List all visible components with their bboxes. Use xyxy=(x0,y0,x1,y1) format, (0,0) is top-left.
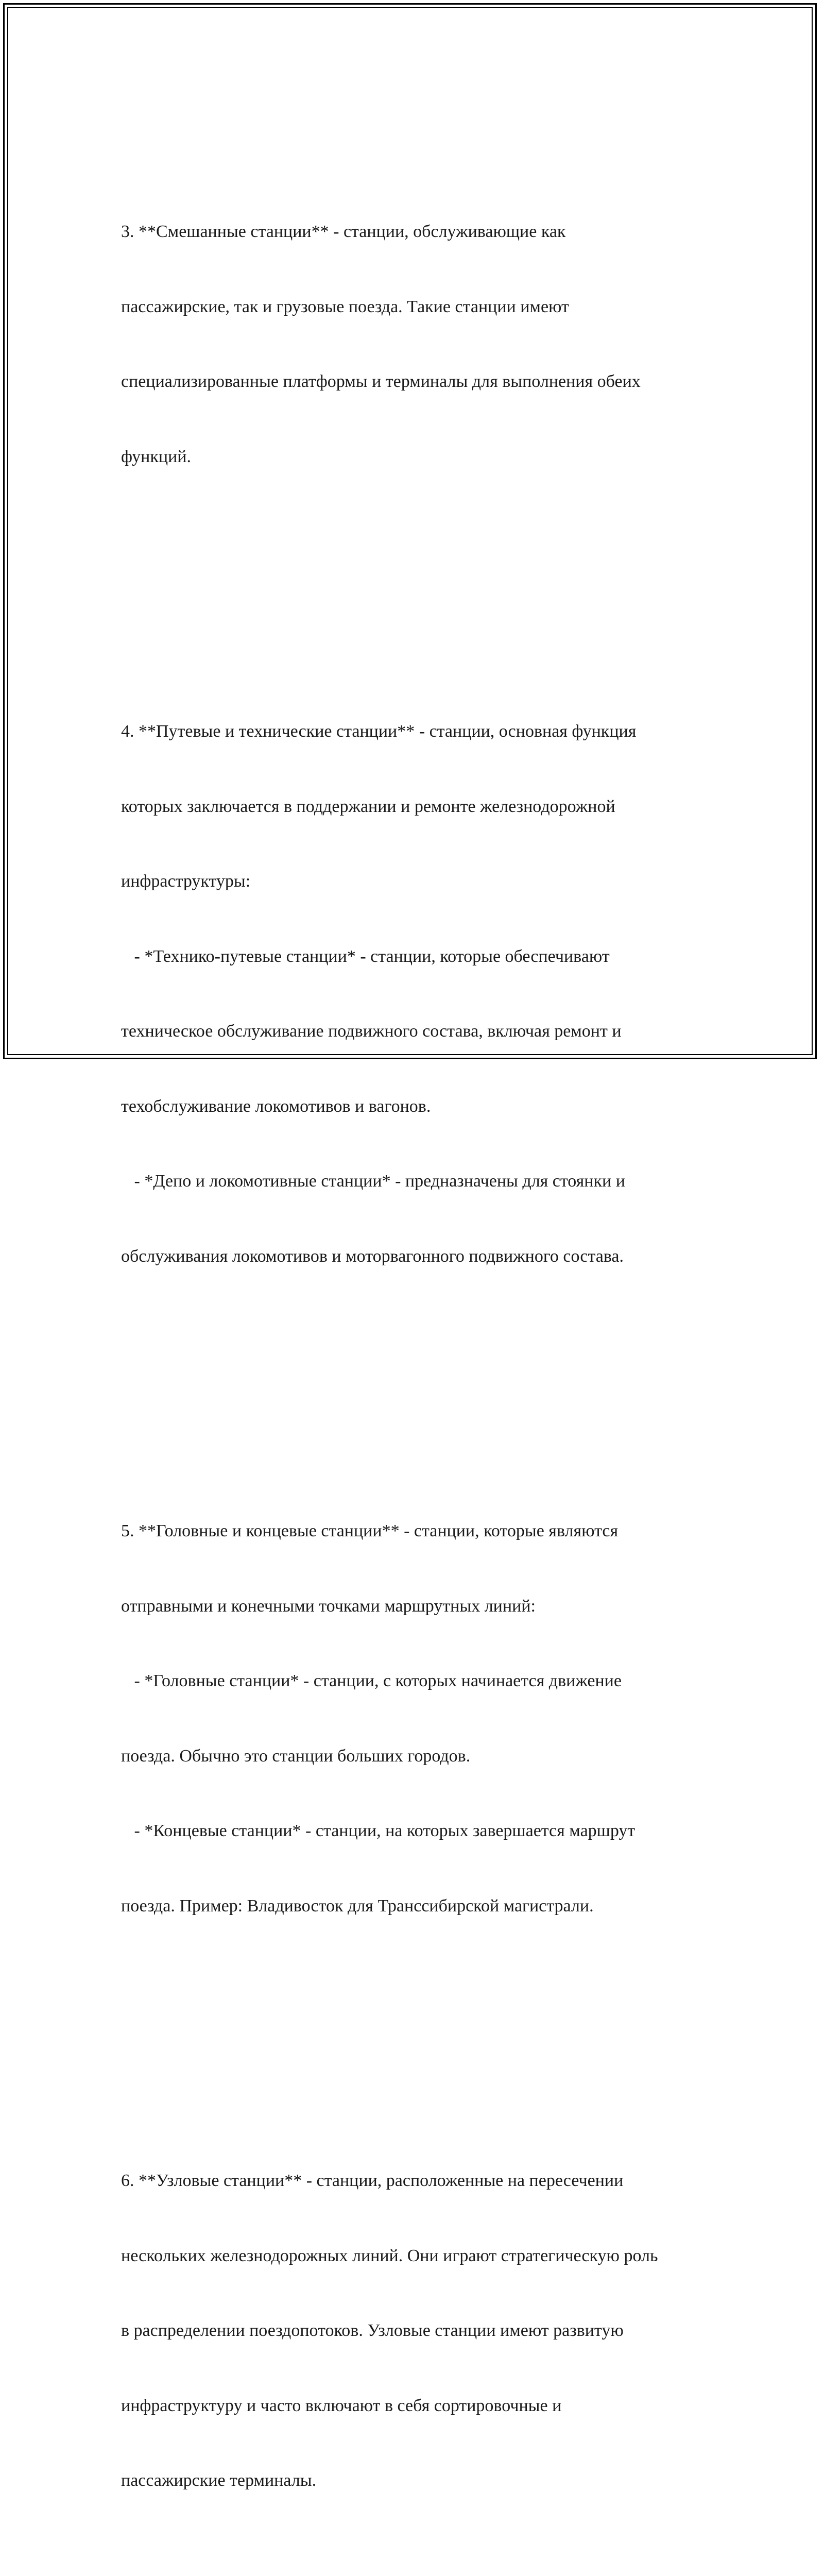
text-line: 4. **Путевые и технические станции** - станции, основная функция xyxy=(121,722,637,741)
paragraph-3-mixed-stations xyxy=(121,170,718,519)
text-line: поезда. Пример: Владивосток для Транссибирской магистрали. xyxy=(121,1896,594,1916)
text-line: поезда. Обычно это станции больших городов. xyxy=(121,1746,471,1766)
text-line: 3. **Смешанные станции** - станции, обслуживающие как xyxy=(121,222,566,241)
text-line: функций. xyxy=(121,447,191,466)
text-line: отправными и конечными точками маршрутных линий: xyxy=(121,1596,536,1616)
list-item-line: - *Технико-путевые станции* - станции, которые обеспечивают xyxy=(121,946,610,966)
text-line: инфраструктуры: xyxy=(121,872,251,891)
paragraph-5-head-terminal-stations xyxy=(121,1469,718,1969)
list-item-line: - *Депо и локомотивные станции* - предназначены для стоянки и xyxy=(121,1172,625,1191)
text-line: техобслуживание локомотивов и вагонов. xyxy=(121,1096,431,1116)
document-body xyxy=(121,120,718,2576)
text-line: пассажирские, так и грузовые поезда. Такие станции имеют xyxy=(121,297,569,316)
text-line: техническое обслуживание подвижного состава, включая ремонт и xyxy=(121,1022,622,1041)
paragraph-gap xyxy=(121,1369,718,1394)
text-line: в распределении поездопотоков. Узловые станции имеют развитую xyxy=(121,2321,624,2340)
list-item-line: - *Головные станции* - станции, с которых начинается движение xyxy=(121,1671,622,1690)
paragraph-gap xyxy=(121,2019,718,2044)
paragraph-6-junction-stations xyxy=(121,2119,718,2544)
text-line: обслуживания локомотивов и моторвагонного подвижного состава. xyxy=(121,1246,624,1266)
text-line: инфраструктуру и часто включают в себя сортировочные и xyxy=(121,2396,562,2415)
text-line: нескольких железнодорожных линий. Они играют стратегическую роль xyxy=(121,2246,658,2265)
text-line: которых заключается в поддержании и ремонте железнодорожной xyxy=(121,796,615,816)
paragraph-gap xyxy=(121,569,718,595)
text-line: 6. **Узловые станции** - станции, расположенные на пересечении xyxy=(121,2171,624,2190)
text-line: специализированные платформы и терминалы для выполнения обеих xyxy=(121,372,641,391)
list-item-line: - *Концевые станции* - станции, на которых завершается маршрут xyxy=(121,1821,636,1840)
paragraph-4-track-technical-stations xyxy=(121,669,718,1319)
text-line: 5. **Головные и концевые станции** - станции, которые являются xyxy=(121,1521,619,1540)
text-line: пассажирские терминалы. xyxy=(121,2471,317,2490)
